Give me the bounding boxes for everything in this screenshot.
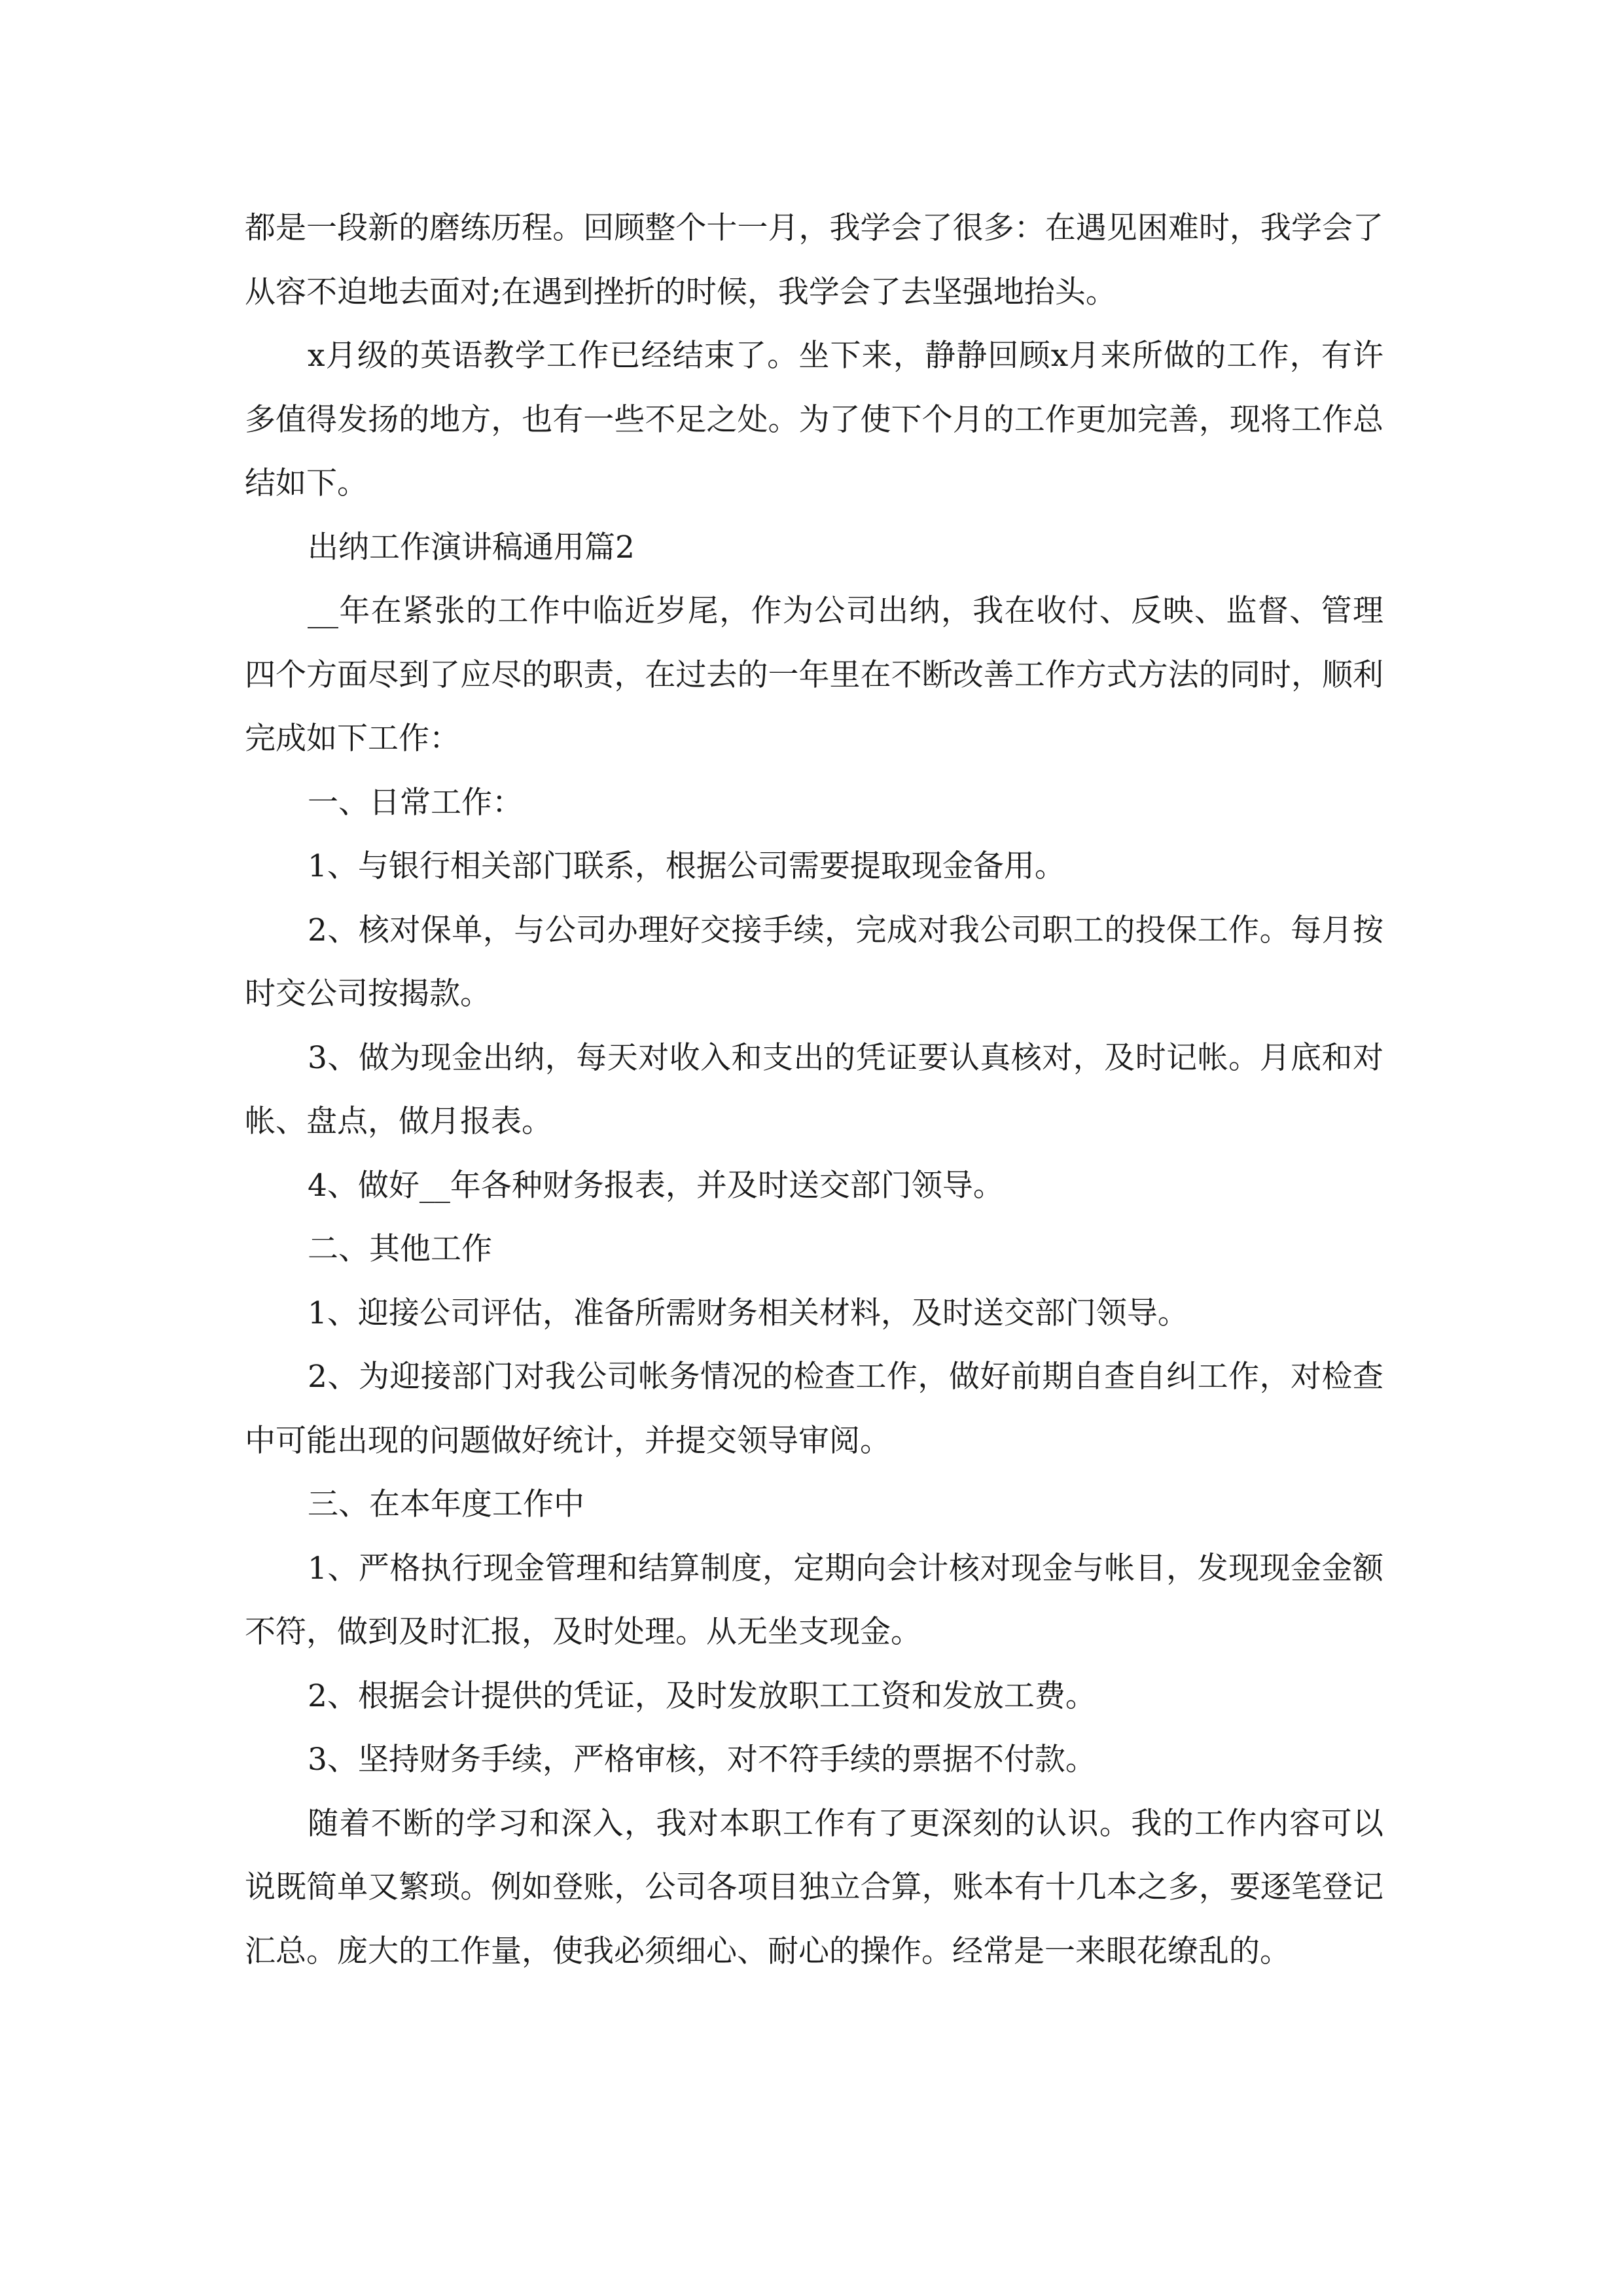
list-item: 2、根据会计提供的凭证，及时发放职工工资和发放工费。 — [308, 1677, 1096, 1714]
list-item: 1、严格执行现金管理和结算制度，定期向会计核对现金与帐目，发现现金金额不符，做到及时汇报，及时处理。从无坐支现金。 — [245, 1550, 1383, 1650]
list-item: 2、核对保单，与公司办理好交接手续，完成对我公司职工的投保工作。每月按时交公司按揭款。 — [245, 912, 1383, 1012]
paragraph-intro-continuation: 都是一段新的磨练历程。回顾整个十一月，我学会了很多：在遇见困难时，我学会了从容不迫地去面对;在遇到挫折的时候，我学会了去坚强地抬头。 — [245, 210, 1383, 310]
paragraph-year-overview: __年在紧张的工作中临近岁尾，作为公司出纳，我在收付、反映、监督、管理四个方面尽到了应尽的职责，在过去的一年里在不断改善工作方式方法的同时，顺利完成如下工作： — [245, 593, 1383, 757]
paragraph-reflection: 随着不断的学习和深入，我对本职工作有了更深刻的认识。我的工作内容可以说既简单又繁琐。例如登账，公司各项目独立合算，账本有十几本之多，要逐笔登记汇总。庞大的工作量，使我必须细心、耐心的操作。经常是一来眼花缭乱的。 — [245, 1805, 1383, 1969]
document-body — [245, 196, 1383, 1983]
paragraph-english-teaching: x月级的英语教学工作已经结束了。坐下来，静静回顾x月来所做的工作，有许多值得发扬的地方，也有一些不足之处。为了使下个月的工作更加完善，现将工作总结如下。 — [245, 338, 1383, 501]
section-title-cashier-speech: 出纳工作演讲稿通用篇2 — [308, 529, 635, 565]
heading-other-work: 二、其他工作 — [308, 1231, 492, 1267]
list-item: 2、为迎接部门对我公司帐务情况的检查工作，做好前期自查自纠工作，对检查中可能出现的问题做好统计，并提交领导审阅。 — [245, 1359, 1383, 1459]
list-item: 1、迎接公司评估，准备所需财务相关材料，及时送交部门领导。 — [308, 1295, 1188, 1331]
list-item: 3、坚持财务手续，严格审核，对不符手续的票据不付款。 — [308, 1742, 1096, 1778]
list-item: 4、做好__年各种财务报表，并及时送交部门领导。 — [308, 1167, 1004, 1204]
list-item: 3、做为现金出纳，每天对收入和支出的凭证要认真核对，及时记帐。月底和对帐、盘点，做月报表。 — [245, 1039, 1383, 1139]
list-item: 1、与银行相关部门联系，根据公司需要提取现金备用。 — [308, 848, 1065, 884]
heading-daily-work: 一、日常工作： — [308, 784, 523, 821]
heading-this-year-work: 三、在本年度工作中 — [308, 1486, 584, 1522]
